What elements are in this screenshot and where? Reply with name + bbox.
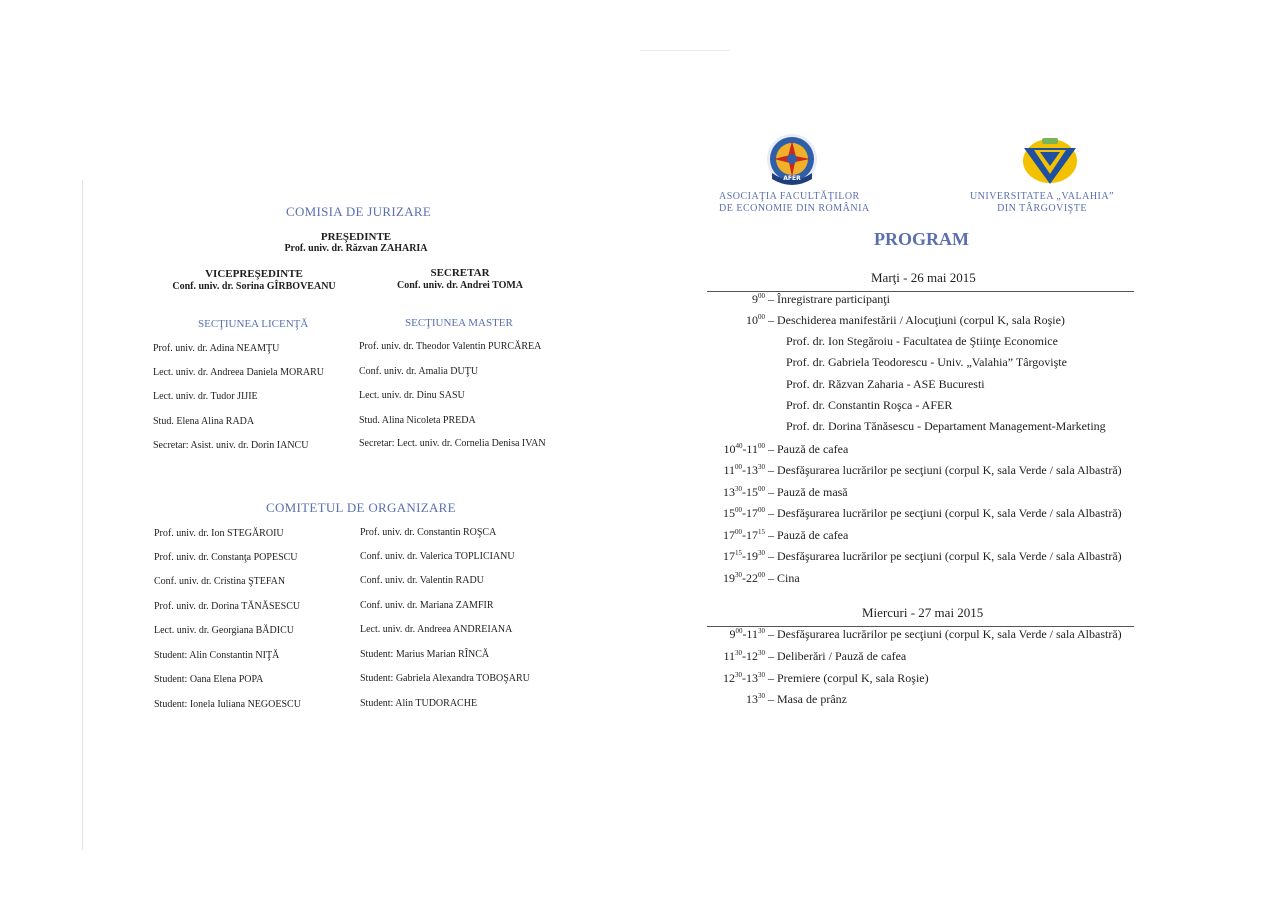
schedule-time: $11^{30}-12^{30}$ <box>723 649 765 663</box>
licenta-member: Stud. Elena Alina RADA <box>153 416 255 427</box>
schedule-time: $10^{00}$ <box>746 313 765 327</box>
schedule-item <box>752 292 890 307</box>
schedule-item <box>723 442 848 457</box>
org-member: Lect. univ. dr. Georgiana BĂDICU <box>154 625 294 636</box>
schedule-item <box>729 627 1121 642</box>
schedule-activity: Desfăşurarea lucrărilor pe secţiuni (corpul K, sala Verde / sala Albastră) <box>777 506 1122 520</box>
master-member: Lect. univ. dr. Dinu SASU <box>359 390 465 401</box>
schedule-activity: Desfăşurarea lucrărilor pe secţiuni (corpul K, sala Verde / sala Albastră) <box>777 463 1122 477</box>
university-name-line1: UNIVERSITATEA „VALAHIA” <box>969 191 1115 202</box>
org-member: Prof. univ. dr. Dorina TĂNĂSESCU <box>154 601 301 612</box>
schedule-separator: – <box>765 463 777 477</box>
schedule-item <box>723 506 1122 521</box>
schedule-activity: Pauză de masă <box>777 485 848 499</box>
licenta-member: Secretar: Asist. univ. dr. Dorin IANCU <box>153 440 309 451</box>
schedule-separator: – <box>765 313 777 327</box>
afer-name-line2: DE ECONOMIE DIN ROMÂNIA <box>719 203 870 214</box>
master-member: Prof. univ. dr. Theodor Valentin PURCĂREA <box>359 341 542 352</box>
org-member: Prof. univ. dr. Constanţa POPESCU <box>154 552 298 563</box>
day1-title: Marţi - 26 mai 2015 <box>871 270 976 285</box>
schedule-time: $9^{00}-11^{30}$ <box>729 627 765 641</box>
schedule-activity: Pauză de cafea <box>777 442 849 456</box>
schedule-item <box>723 463 1121 478</box>
schedule-separator: – <box>765 692 777 706</box>
schedule-item <box>723 649 906 664</box>
licenta-member: Lect. univ. dr. Tudor JIJIE <box>153 391 258 402</box>
schedule-time: $17^{15}-19^{30}$ <box>723 549 765 563</box>
schedule-activity: Înregistrare participanţi <box>777 292 890 306</box>
schedule-activity: Desfăşurarea lucrărilor pe secţiuni (corpul K, sala Verde / sala Albastră) <box>777 549 1122 563</box>
schedule-activity: Pauză de cafea <box>777 528 849 542</box>
vicepresident-name: Conf. univ. dr. Sorina GÎRBOVEANU <box>172 281 336 292</box>
org-member: Student: Marius Marian RÎNCĂ <box>360 649 490 660</box>
schedule-item <box>723 671 929 686</box>
schedule-time: $19^{30}-22^{00}$ <box>723 571 765 585</box>
afer-logo-text: AFER <box>783 175 801 182</box>
jury-title: COMISIA DE JURIZARE <box>286 204 432 219</box>
org-member: Conf. univ. dr. Valentin RADU <box>360 575 484 586</box>
page-edge-line <box>82 180 83 850</box>
secretary-name: Conf. univ. dr. Andrei TOMA <box>396 280 524 291</box>
schedule-item <box>746 313 1065 328</box>
schedule-separator: – <box>765 549 777 563</box>
schedule-activity: Premiere (corpul K, sala Roşie) <box>777 671 929 685</box>
speaker-item: Prof. dr. Constantin Roşca - AFER <box>786 398 953 412</box>
valahia-university-logo <box>1020 136 1080 191</box>
president-name: Prof. univ. dr. Răzvan ZAHARIA <box>284 243 428 254</box>
schedule-activity: Deliberări / Pauză de cafea <box>777 649 907 663</box>
master-member: Stud. Alina Nicoleta PREDA <box>359 415 476 426</box>
schedule-time: $12^{30}-13^{30}$ <box>723 671 765 685</box>
org-member: Student: Oana Elena POPA <box>154 674 264 685</box>
org-committee-title: COMITETUL DE ORGANIZARE <box>266 500 456 515</box>
schedule-separator: – <box>765 485 777 499</box>
master-section-title: SECŢIUNEA MASTER <box>405 317 513 329</box>
schedule-activity: Cina <box>777 571 800 585</box>
schedule-activity: Deschiderea manifestării / Alocuţiuni (corpul K, sala Roşie) <box>777 313 1065 327</box>
org-member: Lect. univ. dr. Andreea ANDREIANA <box>360 624 513 635</box>
org-member: Prof. univ. dr. Ion STEGĂROIU <box>154 528 284 539</box>
schedule-item <box>746 692 847 707</box>
fold-mark <box>640 50 730 51</box>
schedule-item <box>723 549 1122 564</box>
schedule-activity: Desfăşurarea lucrărilor pe secţiuni (corpul K, sala Verde / sala Albastră) <box>777 627 1122 641</box>
org-member: Student: Alin TUDORACHE <box>360 698 478 709</box>
org-member: Student: Gabriela Alexandra TOBOŞARU <box>360 673 530 684</box>
schedule-item <box>723 485 848 500</box>
org-member: Conf. univ. dr. Cristina ŞTEFAN <box>154 576 286 587</box>
schedule-item <box>723 571 800 586</box>
afer-logo <box>762 133 822 192</box>
licenta-member: Prof. univ. dr. Adina NEAMŢU <box>153 343 280 354</box>
university-name-line2: DIN TÂRGOVIŞTE <box>997 203 1087 214</box>
schedule-separator: – <box>765 649 777 663</box>
schedule-time: $15^{00}-17^{00}$ <box>723 506 765 520</box>
schedule-time: $10^{40}-11^{00}$ <box>723 442 765 456</box>
secretary-label: SECRETAR <box>430 267 490 279</box>
vicepresident-label: VICEPREŞEDINTE <box>205 268 303 280</box>
schedule-time: $11^{00}-13^{30}$ <box>723 463 765 477</box>
schedule-time: $13^{30}-15^{00}$ <box>723 485 765 499</box>
schedule-activity: Masa de prânz <box>777 692 847 706</box>
schedule-separator: – <box>765 571 777 585</box>
schedule-time: $17^{00}-17^{15}$ <box>723 528 765 542</box>
org-member: Prof. univ. dr. Constantin ROŞCA <box>360 527 497 538</box>
day2-title: Miercuri - 27 mai 2015 <box>862 605 984 620</box>
program-title: PROGRAM <box>874 229 969 249</box>
schedule-time: $13^{30}$ <box>746 692 765 706</box>
org-member: Conf. univ. dr. Mariana ZAMFIR <box>360 600 494 611</box>
schedule-separator: – <box>765 528 777 542</box>
president-label: PREŞEDINTE <box>320 231 392 243</box>
schedule-separator: – <box>765 627 777 641</box>
afer-name-line1: ASOCIAŢIA FACULTĂŢILOR <box>719 191 860 202</box>
speaker-item: Prof. dr. Ion Stegăroiu - Facultatea de Ştiinţe Economice <box>786 334 1058 348</box>
speaker-item: Prof. dr. Gabriela Teodorescu - Univ. „Valahia” Târgovişte <box>786 355 1067 369</box>
schedule-item <box>723 528 848 543</box>
org-member: Conf. univ. dr. Valerica TOPLICIANU <box>360 551 515 562</box>
speaker-item: Prof. dr. Dorina Tănăsescu - Departament Management-Marketing <box>786 419 1106 433</box>
master-member: Secretar: Lect. univ. dr. Cornelia Denisa IVAN <box>359 438 546 449</box>
licenta-section-title: SECŢIUNEA LICENŢĂ <box>198 318 309 330</box>
master-member: Conf. univ. dr. Amalia DUŢU <box>359 366 479 377</box>
speaker-item: Prof. dr. Răzvan Zaharia - ASE Bucuresti <box>786 377 985 391</box>
licenta-member: Lect. univ. dr. Andreea Daniela MORARU <box>153 367 324 378</box>
org-member: Student: Alin Constantin NIŢĂ <box>154 650 280 661</box>
org-member: Student: Ionela Iuliana NEGOESCU <box>154 699 301 710</box>
schedule-separator: – <box>765 671 777 685</box>
schedule-separator: – <box>765 506 777 520</box>
schedule-separator: – <box>765 292 777 306</box>
schedule-time: $9^{00}$ <box>752 292 765 306</box>
schedule-separator: – <box>765 442 777 456</box>
